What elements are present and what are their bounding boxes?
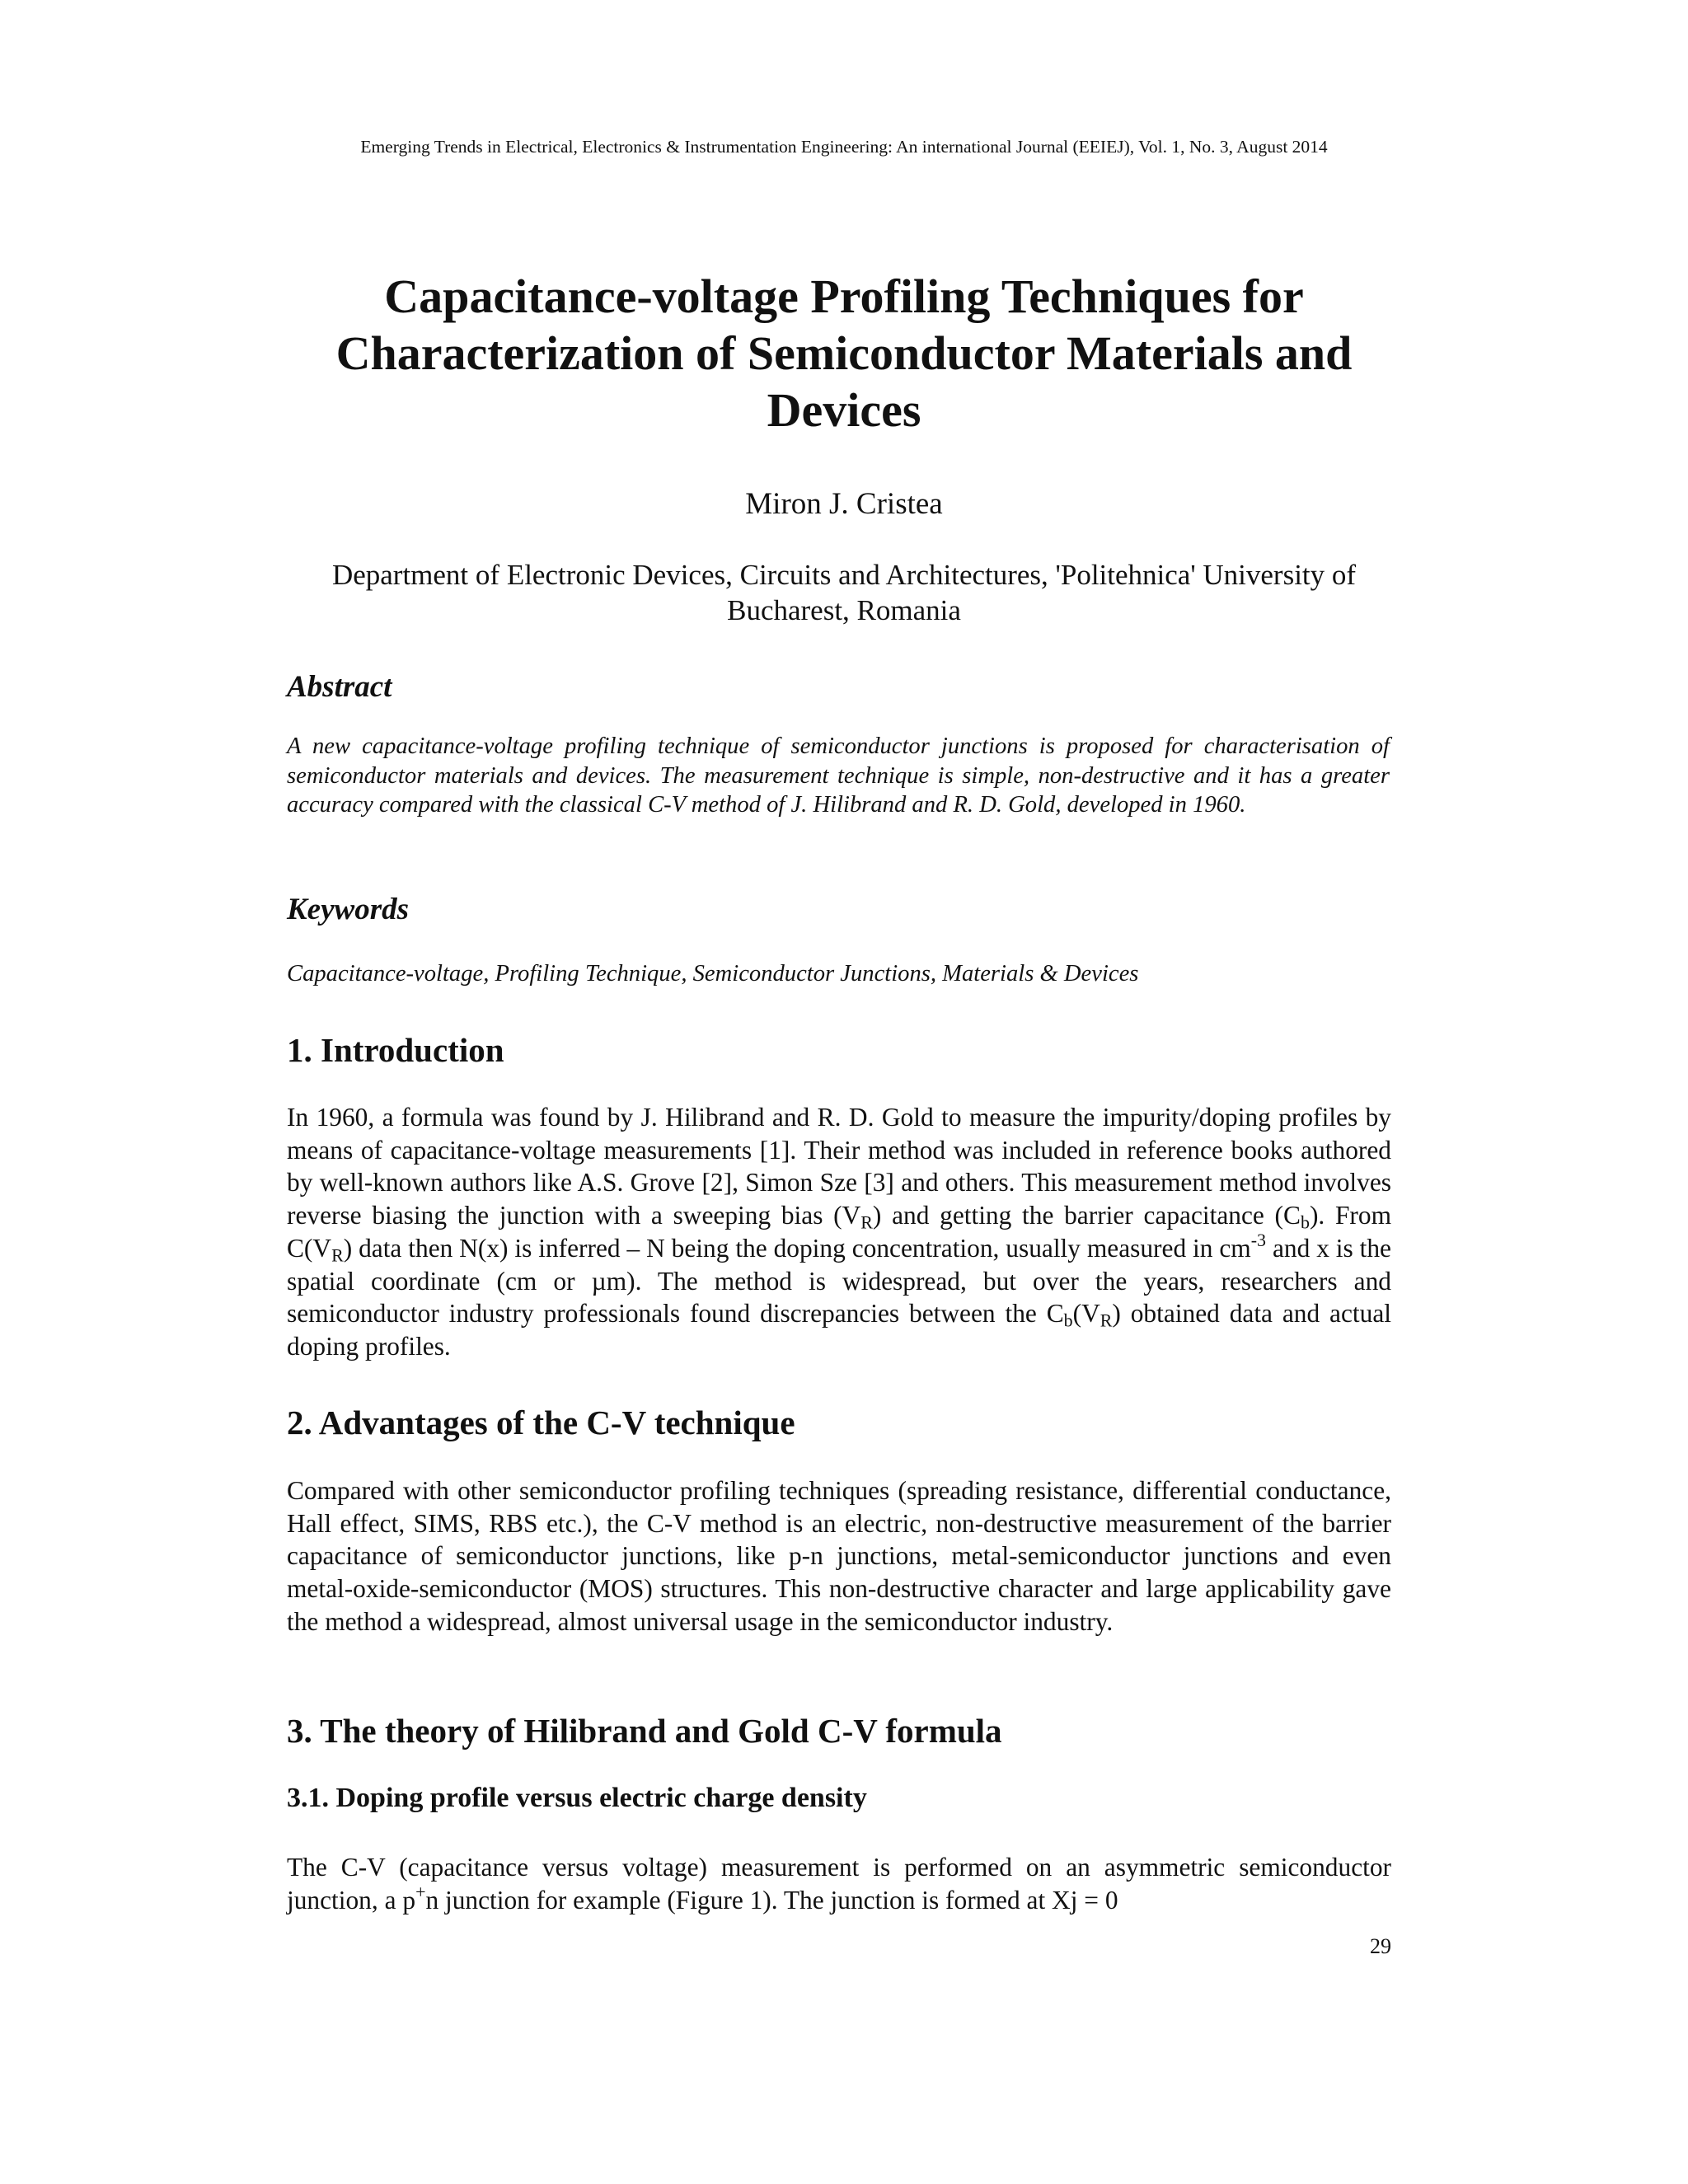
intro-text-2: ) and getting the barrier capacitance (C (872, 1201, 1301, 1230)
intro-sup-neg3: -3 (1250, 1229, 1267, 1250)
intro-text-1: In 1960, a formula was found by J. Hilibrand and R. D. Gold to measure the impurity/doping profiles by means of capacitance-voltage measurements [1]. Their method was included in reference books authored by well-known authors like A.S. Grove [2], Simon Sze [3] and others. This measurement method involves reverse biasing the junction with a sweeping bias (V (287, 1103, 1391, 1230)
intro-sub-r-2: R (331, 1244, 344, 1266)
title-line-2: Characterization of Semiconductor Materials and (335, 326, 1353, 380)
title-line-1: Capacitance-voltage Profiling Techniques for (384, 269, 1304, 323)
affiliation-line-1: Department of Electronic Devices, Circuits and Architectures, 'Politehnica' University of (331, 559, 1357, 591)
intro-text-3: ). From C(V (287, 1201, 1391, 1263)
intro-sub-r-1: R (860, 1212, 873, 1233)
author-affiliation (272, 557, 1416, 628)
introduction-paragraph (287, 1101, 1391, 1363)
section-2-heading: 2. Advantages of the C-V technique (287, 1404, 795, 1441)
keywords-text: Capacitance-voltage, Profiling Technique, Semiconductor Junctions, Materials & Devices (287, 961, 1139, 987)
author-name: Miron J. Cristea (745, 487, 943, 521)
keywords-heading: Keywords (287, 893, 409, 926)
intro-text-6: (V (1072, 1299, 1100, 1329)
theory-text-2: n junction for example (Figure 1). The junction is formed at Xj = 0 (425, 1885, 1118, 1915)
section-3-heading: 3. The theory of Hilibrand and Gold C-V formula (287, 1712, 1002, 1750)
theory-sup-plus: + (415, 1881, 426, 1902)
section-1-heading: 1. Introduction (287, 1031, 504, 1069)
intro-text-5: and x is the spatial coordinate (cm or µm). The method is widespread, but over the years, researchers and semiconductor industry professionals found discrepancies between the C (287, 1233, 1391, 1329)
page-number: 29 (1370, 1934, 1391, 1958)
theory-paragraph (287, 1851, 1391, 1916)
intro-text-4: ) data then N(x) is inferred – N being the doping concentration, usually measured in cm (343, 1233, 1251, 1263)
title-line-3: Devices (767, 383, 921, 437)
subsection-3-1-heading: 3.1. Doping profile versus electric charge density (287, 1783, 867, 1813)
running-header: Emerging Trends in Electrical, Electronics & Instrumentation Engineering: An international Journal (EEIEJ), Vol. 1, No. 3, August 2014 (360, 137, 1328, 157)
intro-sub-b-2: b (1063, 1310, 1073, 1331)
affiliation-line-2: Bucharest, Romania (727, 594, 961, 626)
paper-title (214, 268, 1474, 438)
advantages-paragraph: Compared with other semiconductor profiling techniques (spreading resistance, differential conductance, Hall effect, SIMS, RBS etc.), the C-V method is an electric, non-destructive measurement of the barrier capacitance of semiconductor junctions, like p-n junctions, metal-semiconductor junctions and even metal-oxide-semiconductor (MOS) structures. This non-destructive character and large applicability gave the method a widespread, almost universal usage in the semiconductor industry. (287, 1476, 1391, 1636)
abstract-heading: Abstract (287, 670, 392, 704)
intro-sub-b-1: b (1300, 1212, 1310, 1233)
theory-text-1: The C-V (capacitance versus voltage) measurement is performed on an asymmetric semiconductor junction, a p (287, 1853, 1391, 1915)
intro-sub-r-3: R (1100, 1310, 1113, 1331)
abstract-text: A new capacitance-voltage profiling technique of semiconductor junctions is proposed for characterisation of semiconductor materials and devices. The measurement technique is simple, non-destructive and it has a greater accuracy compared with the classical C-V method of J. Hilibrand and R. D. Gold, developed in 1960. (287, 733, 1390, 818)
intro-text-7: ) obtained data and actual doping profiles. (287, 1299, 1391, 1361)
